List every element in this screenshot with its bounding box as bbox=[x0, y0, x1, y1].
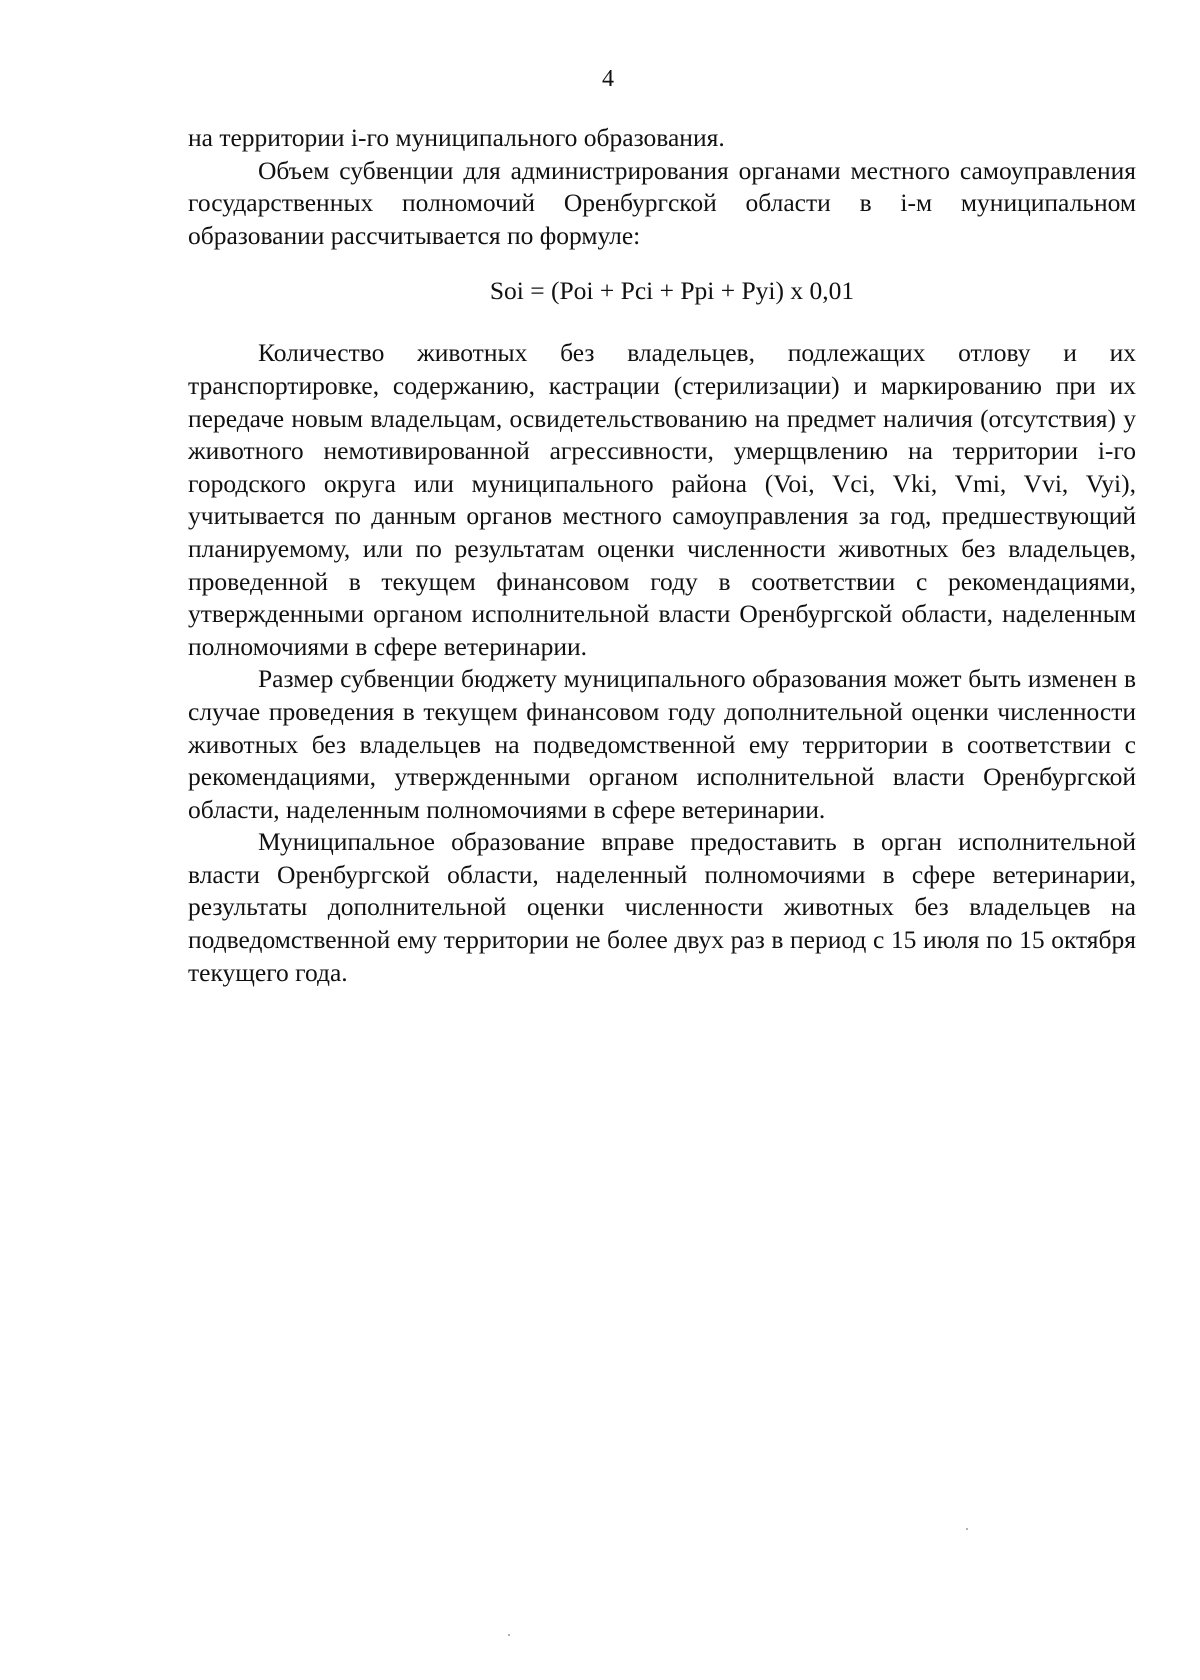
paragraph-subsidy-change: Размер субвенции бюджету муниципального образования может быть изменен в случае проведения в текущем финансовом году дополнительной оценки численности животных без владельцев на подведомственной ему территории в соответствии с рекомендациями, утвержденными органом исполнительной власти Оренбургской области, наделенным полномочиями в сфере ветеринарии. bbox=[188, 664, 1136, 824]
paragraph-continuation: на территории i-го муниципального образования. bbox=[188, 123, 725, 152]
scan-speck bbox=[966, 1528, 968, 1530]
formula: Soi = (Poi + Pci + Ppi + Pyi) x 0,01 bbox=[489, 276, 855, 306]
paragraph-animal-count: Количество животных без владельцев, подлежащих отлову и их транспортировке, содержанию, кастрации (стерилизации) и маркированию при их передаче новым владельцам, освидетельствованию на предмет наличия (отсутствия) у животного немотивированной агрессивности, умерщвлению на территории i-го городского округа или муниципального района (Voi, Vci, Vki, Vmi, Vvi, Vyi), учитывается по данным органов местного самоуправления за год, предшествующий планируемому, или по результатам оценки численности животных без владельцев, проведенной в текущем финансовом году в соответствии с рекомендациями, утвержденными органом исполнительной власти Оренбургской области, наделенным полномочиями в сфере ветеринарии. bbox=[188, 338, 1136, 661]
paragraph-results-submission: Муниципальное образование вправе предоставить в орган исполнительной власти Оренбургской области, наделенный полномочиями в сфере ветеринарии, результаты дополнительной оценки численности животных без владельцев на подведомственной ему территории не более двух раз в период с 15 июля по 15 октября текущего года. bbox=[188, 827, 1136, 987]
scan-speck bbox=[508, 1634, 510, 1636]
document-body bbox=[188, 122, 1136, 989]
page-number: 4 bbox=[602, 66, 614, 92]
paragraph-subsidy-volume: Объем субвенции для администрирования органами местного самоуправления государственных полномочий Оренбургской области в i-м муниципальном образовании рассчитывается по формуле: bbox=[188, 155, 1136, 250]
